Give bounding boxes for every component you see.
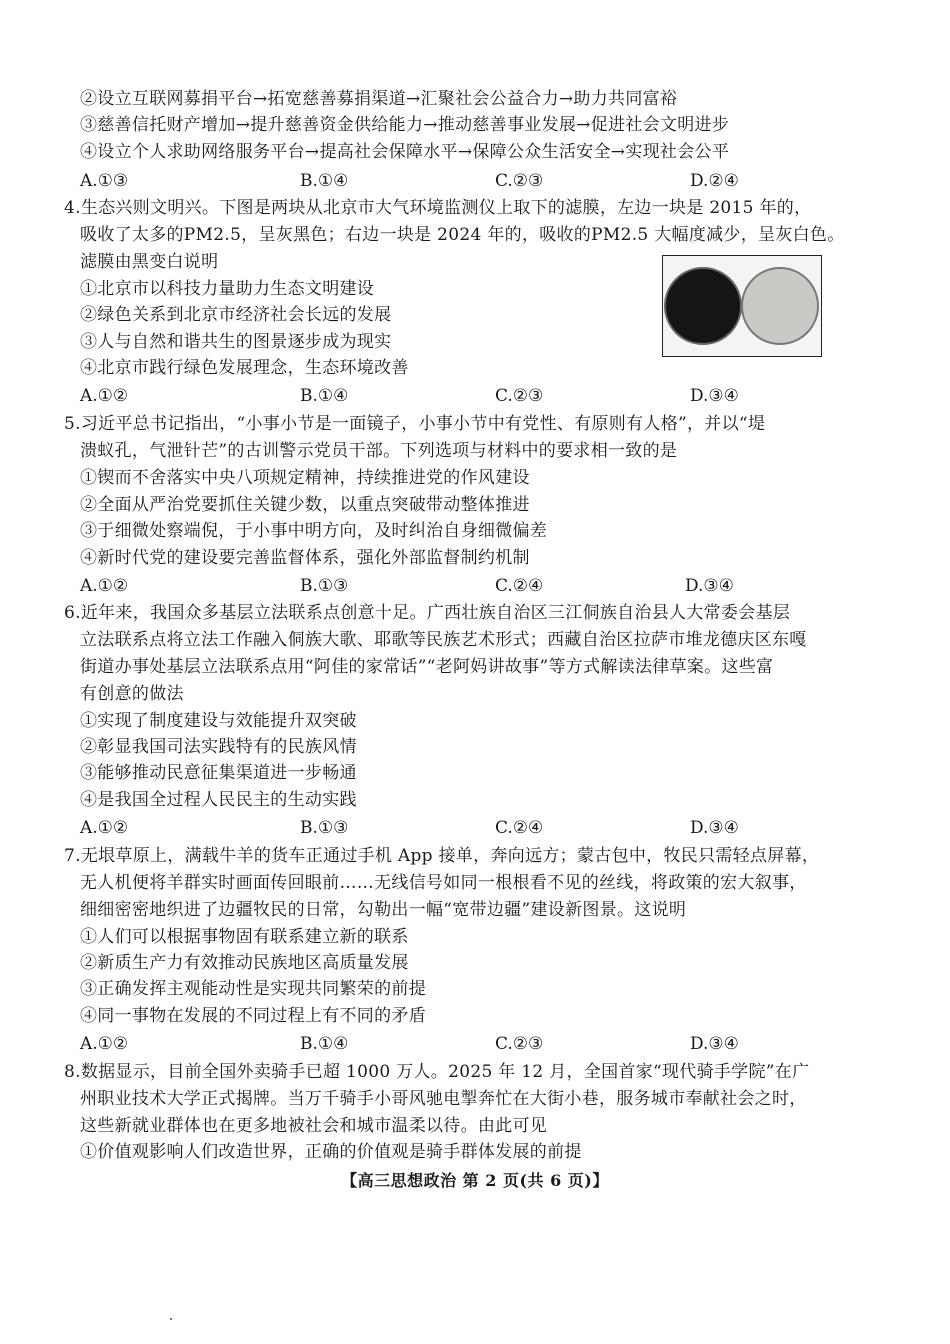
q7-option-a: A.①②: [80, 1034, 129, 1054]
q4-stem-line-1: 4.生态兴则文明兴。下图是两块从北京市大气环境监测仪上取下的滤膜，左边一块是 2015 年的，: [64, 198, 812, 218]
q6-stem-line-1: 6.近年来，我国众多基层立法联系点创意十足。广西壮族自治区三江侗族自治县人大常委会基层: [64, 603, 791, 623]
q7-item-4: ④同一事物在发展的不同过程上有不同的矛盾: [80, 1006, 426, 1026]
q6-item-1: ①实现了制度建设与效能提升双突破: [80, 711, 357, 731]
q5-option-d: D.③④: [685, 576, 734, 596]
q7-item-2: ②新质生产力有效推动民族地区高质量发展: [80, 953, 409, 973]
q6-option-c: C.②④: [495, 818, 544, 838]
q7-option-c: C.②③: [495, 1034, 544, 1054]
page-footer: 【高三思想政治 第 2 页(共 6 页)】: [341, 1171, 609, 1190]
q5-stem-line-2: 溃蚁孔，气泄针芒”的古训警示党员干部。下列选项与材料中的要求相一致的是: [80, 441, 678, 461]
q7-stem-line-3: 细细密密地织进了边疆牧民的日常，勾勒出一幅“宽带边疆”建设新图景。这说明: [80, 900, 687, 920]
q4-option-d: D.③④: [690, 386, 739, 406]
q7-item-3: ③正确发挥主观能动性是实现共同繁荣的前提: [80, 979, 426, 999]
q7-stem-line-1: 7.无垠草原上，满载牛羊的货车正通过手机 App 接单，奔向远方；蒙古包中，牧民只需轻点屏幕，: [64, 846, 820, 866]
q6-item-2: ②彰显我国司法实践特有的民族风情: [80, 737, 357, 757]
q6-option-a: A.①②: [80, 818, 129, 838]
q5-item-3: ③于细微处察端倪，于小事中明方向，及时纠治自身细微偏差: [80, 521, 548, 541]
q6-option-b: B.①③: [300, 818, 349, 838]
q5-option-b: B.①③: [300, 576, 349, 596]
q7-option-d: D.③④: [690, 1034, 739, 1054]
filter-membranes-figure: [663, 256, 821, 356]
q6-option-d: D.③④: [690, 818, 739, 838]
q8-item-1: ①价值观影响人们改造世界，正确的价值观是骑手群体发展的前提: [80, 1142, 582, 1162]
pm25-filter-image: [662, 255, 822, 357]
q3-item-4: ④设立个人求助网络服务平台→提高社会保障水平→保障公众生活安全→实现社会公平: [80, 142, 730, 162]
q7-stem-line-2: 无人机便将羊群实时画面传回眼前……无线信号如同一根根看不见的丝线，将政策的宏大叙事，: [80, 873, 807, 893]
q3-option-b: B.①④: [300, 171, 349, 191]
q3-option-a: A.①③: [80, 171, 129, 191]
q8-stem-line-2: 州职业技术大学正式揭牌。当万千骑手小哥风驰电掣奔忙在大街小巷，服务城市奉献社会之时，: [80, 1089, 807, 1109]
q6-stem-line-3: 街道办事处基层立法联系点用“阿佳的家常话”“老阿妈讲故事”等方式解读法律草案。这些富: [80, 657, 774, 677]
q5-item-1: ①锲而不舍落实中央八项规定精神，持续推进党的作风建设: [80, 468, 530, 488]
q4-option-b: B.①④: [300, 386, 349, 406]
q8-stem-line-3: 这些新就业群体也在更多地被社会和城市温柔以待。由此可见: [80, 1116, 548, 1136]
q5-option-c: C.②④: [495, 576, 544, 596]
filter-2024-light: [742, 268, 818, 344]
q7-option-b: B.①④: [300, 1034, 349, 1054]
q7-item-1: ①人们可以根据事物固有联系建立新的联系: [80, 927, 409, 947]
q5-stem-line-1: 5.习近平总书记指出，“小事小节是一面镜子，小事小节中有党性、有原则有人格”，并以“堤: [64, 414, 766, 434]
q3-option-d: D.②④: [690, 171, 739, 191]
q6-item-4: ④是我国全过程人民民主的生动实践: [80, 790, 357, 810]
q8-stem-line-1: 8.数据显示，目前全国外卖骑手已超 1000 万人。2025 年 12 月，全国首家“现代骑手学院”在广: [64, 1062, 810, 1082]
q3-item-2: ②设立互联网募捐平台→拓宽慈善募捐渠道→汇聚社会公益合力→助力共同富裕: [80, 89, 678, 109]
q3-option-c: C.②③: [495, 171, 544, 191]
q4-item-3: ③人与自然和谐共生的图景逐步成为现实: [80, 332, 392, 352]
q4-item-4: ④北京市践行绿色发展理念，生态环境改善: [80, 358, 409, 378]
q6-stem-line-2: 立法联系点将立法工作融入侗族大歌、耶歌等民族艺术形式；西藏自治区拉萨市堆龙德庆区东嘎: [80, 630, 807, 650]
q4-item-2: ②绿色关系到北京市经济社会长远的发展: [80, 305, 392, 325]
q5-item-4: ④新时代党的建设要完善监督体系，强化外部监督制约机制: [80, 548, 530, 568]
scan-speck: [170, 1318, 172, 1320]
q4-option-a: A.①②: [80, 386, 129, 406]
q3-item-3: ③慈善信托财产增加→提升慈善资金供给能力→推动慈善事业发展→促进社会文明进步: [80, 115, 730, 135]
q6-stem-line-4: 有创意的做法: [80, 684, 184, 704]
q4-option-c: C.②③: [495, 386, 544, 406]
q4-stem-line-3: 滤膜由黑变白说明: [80, 252, 219, 272]
q6-item-3: ③能够推动民意征集渠道进一步畅通: [80, 763, 357, 783]
q4-item-1: ①北京市以科技力量助力生态文明建设: [80, 279, 375, 299]
q4-stem-line-2: 吸收了太多的PM2.5，呈灰黑色；右边一块是 2024 年的，吸收的PM2.5 大幅度减少，呈灰白色。: [80, 225, 845, 245]
q5-item-2: ②全面从严治党要抓住关键少数，以重点突破带动整体推进: [80, 495, 530, 515]
filter-2015-dark: [665, 268, 741, 344]
q5-option-a: A.①②: [80, 576, 129, 596]
